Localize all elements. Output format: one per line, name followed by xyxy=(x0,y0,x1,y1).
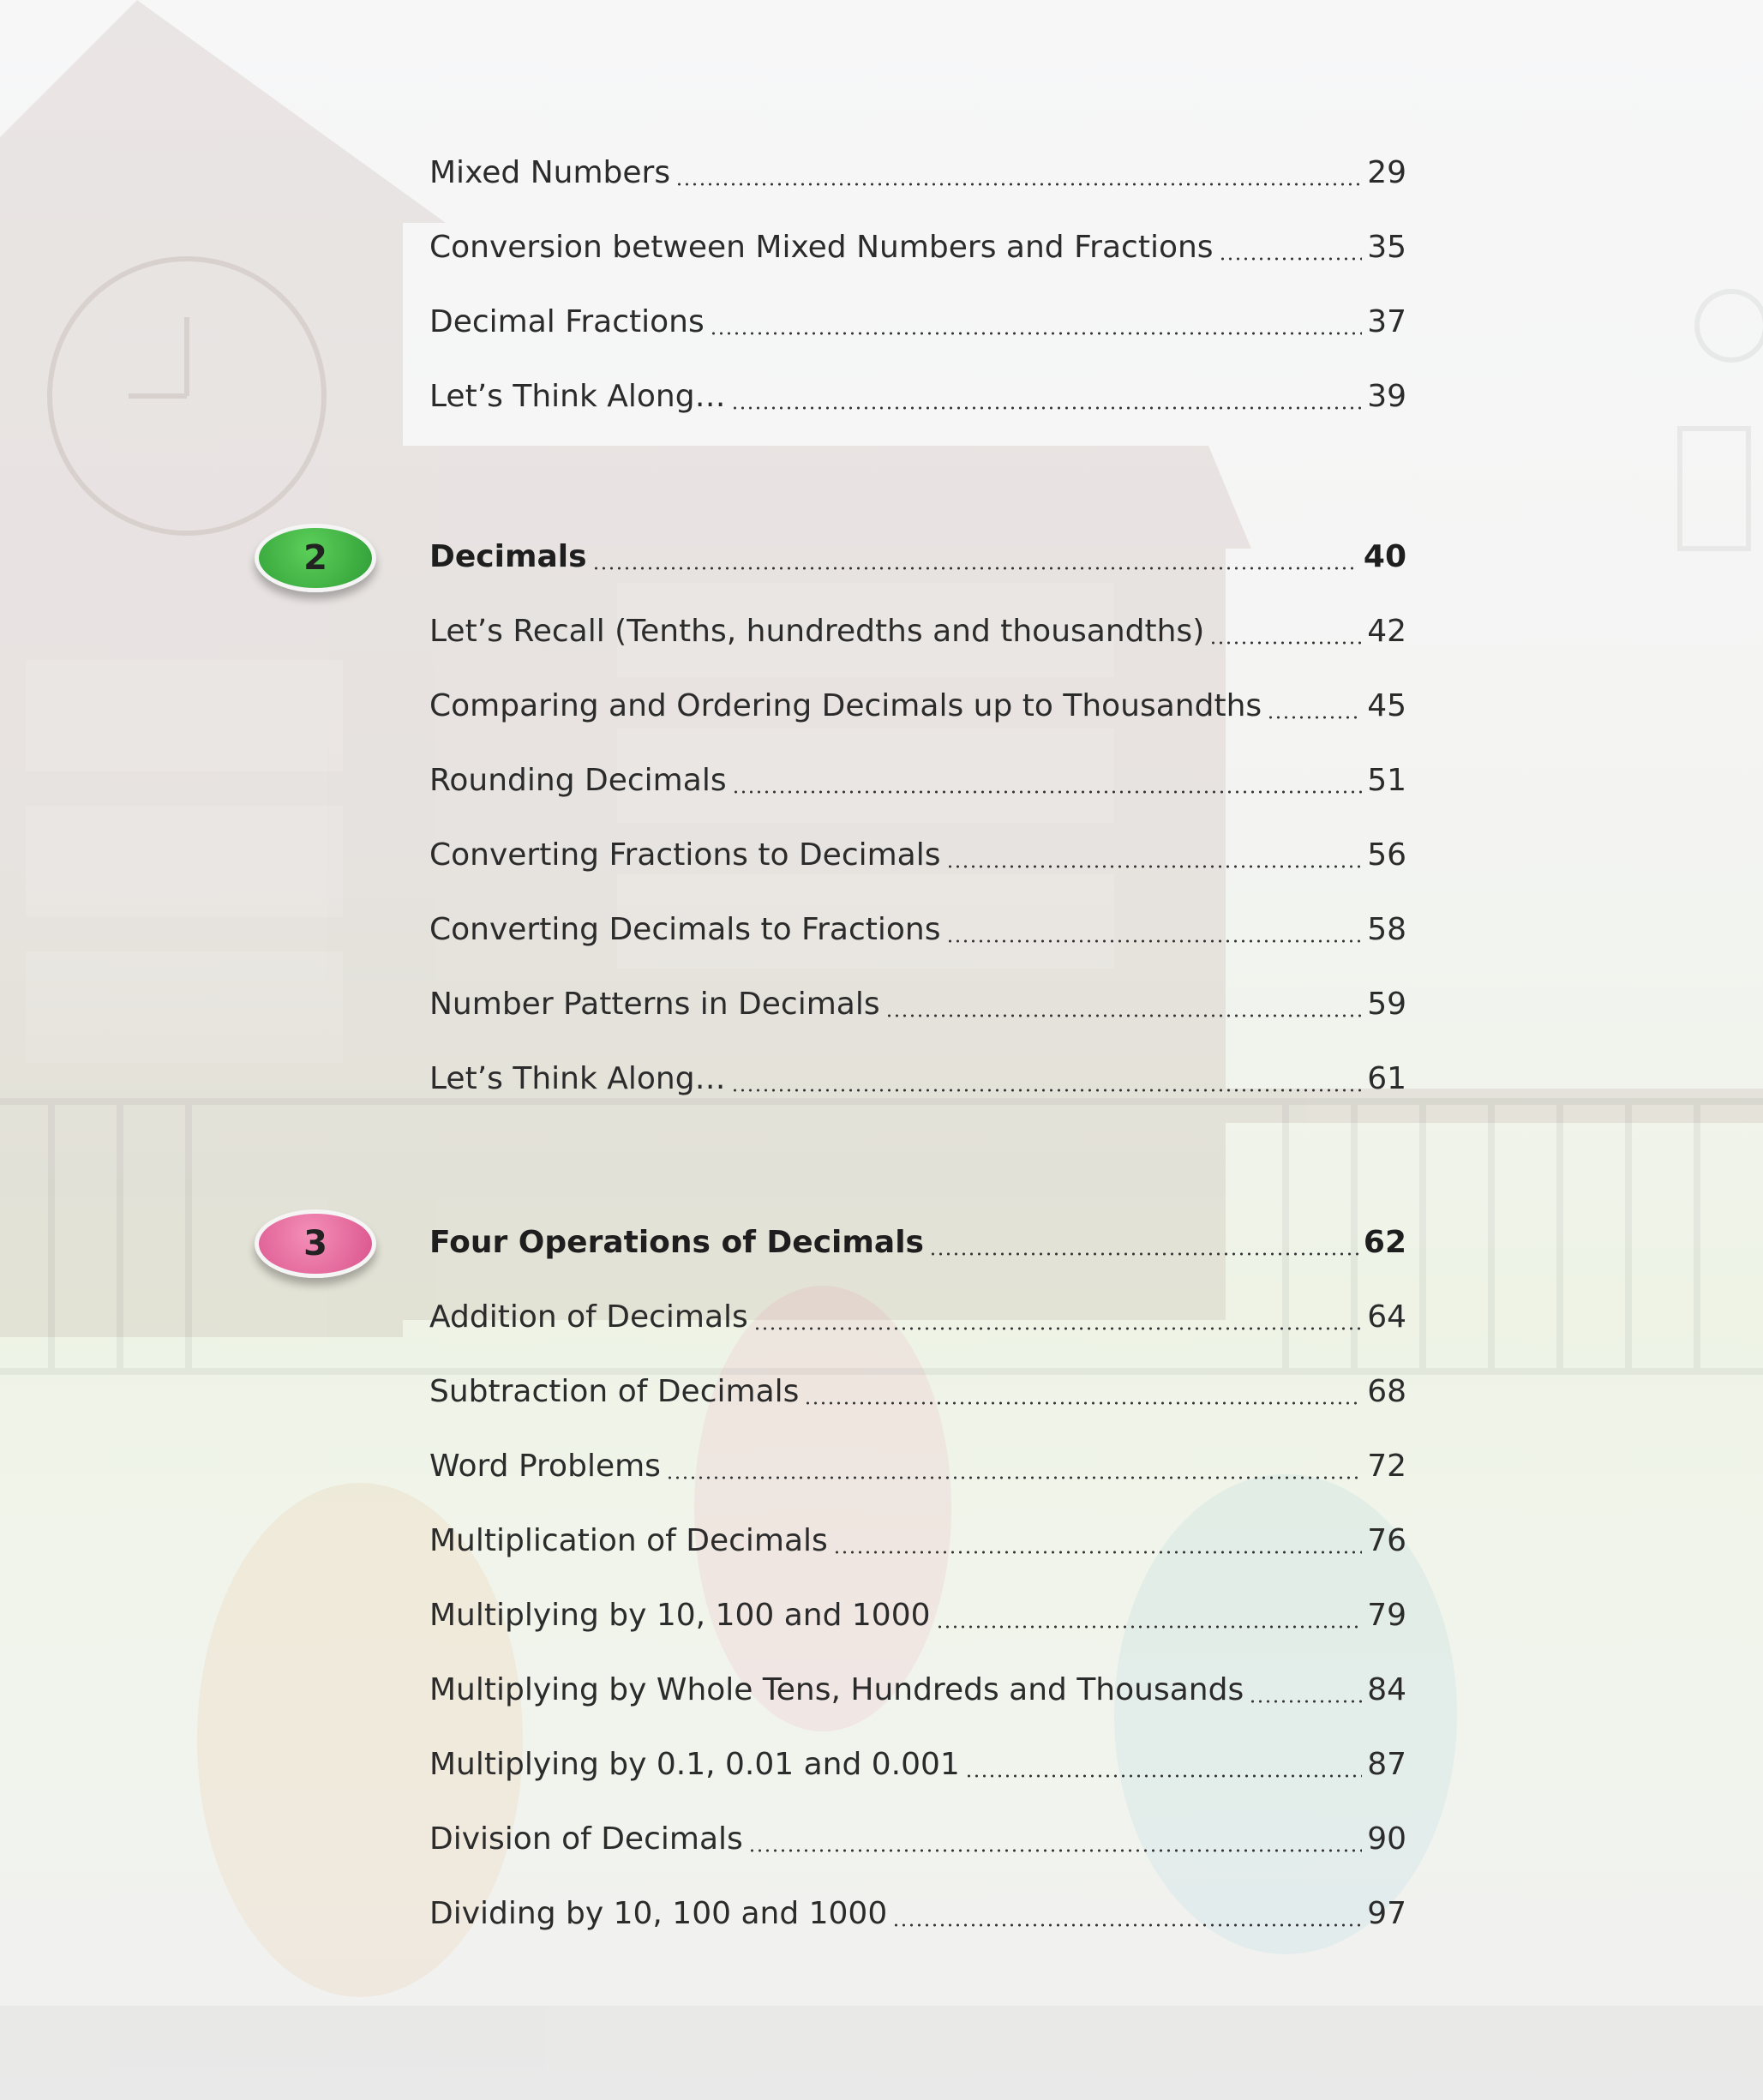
toc-chapter-decimals[interactable] xyxy=(429,531,1406,582)
toc-entry-page: 59 xyxy=(1367,986,1406,1022)
dot-leader xyxy=(892,1923,1362,1927)
dot-leader xyxy=(965,1774,1362,1778)
dot-leader xyxy=(732,790,1363,794)
toc-entry-fractions-to-decimals[interactable] xyxy=(429,829,1406,880)
dot-leader xyxy=(731,1089,1363,1092)
toc-entry-mixed-numbers[interactable] xyxy=(429,147,1406,198)
toc-entry-page: 45 xyxy=(1367,687,1406,723)
toc-entry-page: 84 xyxy=(1367,1671,1406,1707)
toc-entry-title: Dividing by 10, 100 and 1000 xyxy=(429,1895,888,1931)
toc-entry-multiplying-by-whole-tens[interactable] xyxy=(429,1664,1406,1715)
dot-leader xyxy=(946,939,1363,943)
dot-leader xyxy=(592,567,1358,570)
dot-leader xyxy=(1209,641,1362,645)
toc-entry-page: 58 xyxy=(1367,911,1406,947)
toc-entry-decimal-fractions[interactable] xyxy=(429,296,1406,347)
toc-entry-page: 61 xyxy=(1367,1060,1406,1096)
toc-entry-title: Let’s Think Along… xyxy=(429,1060,726,1096)
toc-entry-page: 97 xyxy=(1367,1895,1406,1931)
toc-entry-page: 56 xyxy=(1367,837,1406,873)
toc-entry-title: Mixed Numbers xyxy=(429,154,671,190)
toc-entry-title: Converting Fractions to Decimals xyxy=(429,837,941,873)
dot-leader xyxy=(804,1401,1362,1405)
toc-entry-title: Converting Decimals to Fractions xyxy=(429,911,941,947)
toc-entry-page: 29 xyxy=(1367,154,1406,190)
dot-leader xyxy=(833,1551,1362,1554)
toc-entry-page: 64 xyxy=(1367,1299,1406,1335)
toc-entry-title: Decimal Fractions xyxy=(429,303,705,339)
chapter-2-badge: 2 xyxy=(255,524,376,592)
toc-chapter-title: Four Operations of Decimals xyxy=(429,1224,924,1260)
toc-entry-think-along-1[interactable] xyxy=(429,370,1406,422)
toc-entry-title: Multiplying by 0.1, 0.01 and 0.001 xyxy=(429,1746,960,1782)
toc-entry-title: Word Problems xyxy=(429,1448,661,1484)
toc-entry-rounding-decimals[interactable] xyxy=(429,754,1406,806)
dot-leader xyxy=(753,1327,1362,1330)
dot-leader xyxy=(936,1625,1363,1629)
toc-entry-multiplying-by-10[interactable] xyxy=(429,1589,1406,1641)
toc-entry-page: 72 xyxy=(1367,1448,1406,1484)
toc-entry-title: Conversion between Mixed Numbers and Fractions xyxy=(429,229,1214,265)
toc-entry-number-patterns[interactable] xyxy=(429,978,1406,1029)
toc-entry-dividing-by-10[interactable] xyxy=(429,1887,1406,1939)
dot-leader xyxy=(1219,257,1363,261)
toc-entry-title: Addition of Decimals xyxy=(429,1299,748,1335)
toc-entry-multiplication[interactable] xyxy=(429,1515,1406,1566)
toc-entry-title: Number Patterns in Decimals xyxy=(429,986,880,1022)
toc-entry-page: 37 xyxy=(1367,303,1406,339)
toc-entry-title: Multiplying by 10, 100 and 1000 xyxy=(429,1597,931,1633)
toc-entry-title: Let’s Recall (Tenths, hundredths and thousandths) xyxy=(429,613,1205,649)
toc-entry-page: 68 xyxy=(1367,1373,1406,1409)
dot-leader xyxy=(946,865,1363,868)
toc-entry-lets-recall[interactable] xyxy=(429,605,1406,657)
toc-entry-page: 76 xyxy=(1367,1522,1406,1558)
toc-entry-title: Subtraction of Decimals xyxy=(429,1373,800,1409)
toc-entry-comparing-ordering[interactable] xyxy=(429,680,1406,731)
toc-entry-title: Let’s Think Along… xyxy=(429,378,726,414)
dot-leader xyxy=(929,1252,1358,1256)
toc-entry-page: 35 xyxy=(1367,229,1406,265)
dot-leader xyxy=(666,1476,1362,1479)
toc-entry-division[interactable] xyxy=(429,1813,1406,1864)
toc-entry-addition[interactable] xyxy=(429,1291,1406,1342)
toc-entry-subtraction[interactable] xyxy=(429,1365,1406,1417)
toc-entry-page: 39 xyxy=(1367,378,1406,414)
toc-entry-page: 42 xyxy=(1367,613,1406,649)
toc-entry-page: 79 xyxy=(1367,1597,1406,1633)
dot-leader xyxy=(731,406,1363,410)
dot-leader xyxy=(748,1849,1362,1852)
dot-leader xyxy=(675,183,1362,186)
toc-entry-title: Multiplying by Whole Tens, Hundreds and Thousands xyxy=(429,1671,1244,1707)
toc-entry-word-problems[interactable] xyxy=(429,1440,1406,1491)
toc-chapter-page: 62 xyxy=(1363,1224,1406,1260)
toc-entry-page: 87 xyxy=(1367,1746,1406,1782)
toc-entry-page: 51 xyxy=(1367,762,1406,798)
dot-leader xyxy=(1249,1700,1362,1703)
toc-entry-think-along-2[interactable] xyxy=(429,1053,1406,1104)
chapter-3-badge: 3 xyxy=(255,1209,376,1278)
toc-entry-conversion[interactable] xyxy=(429,221,1406,273)
toc-chapter-four-operations[interactable] xyxy=(429,1216,1406,1268)
toc-entry-title: Division of Decimals xyxy=(429,1821,743,1857)
toc-entry-multiplying-by-0-1[interactable] xyxy=(429,1738,1406,1790)
dot-leader xyxy=(710,332,1362,335)
dot-leader xyxy=(885,1014,1363,1017)
toc-chapter-page: 40 xyxy=(1363,538,1406,574)
toc-entry-title: Comparing and Ordering Decimals up to Thousandths xyxy=(429,687,1262,723)
toc-entry-title: Multiplication of Decimals xyxy=(429,1522,828,1558)
dot-leader xyxy=(1267,716,1362,719)
toc-chapter-title: Decimals xyxy=(429,538,587,574)
toc-entry-decimals-to-fractions[interactable] xyxy=(429,903,1406,955)
toc-entry-title: Rounding Decimals xyxy=(429,762,727,798)
toc-entry-page: 90 xyxy=(1367,1821,1406,1857)
